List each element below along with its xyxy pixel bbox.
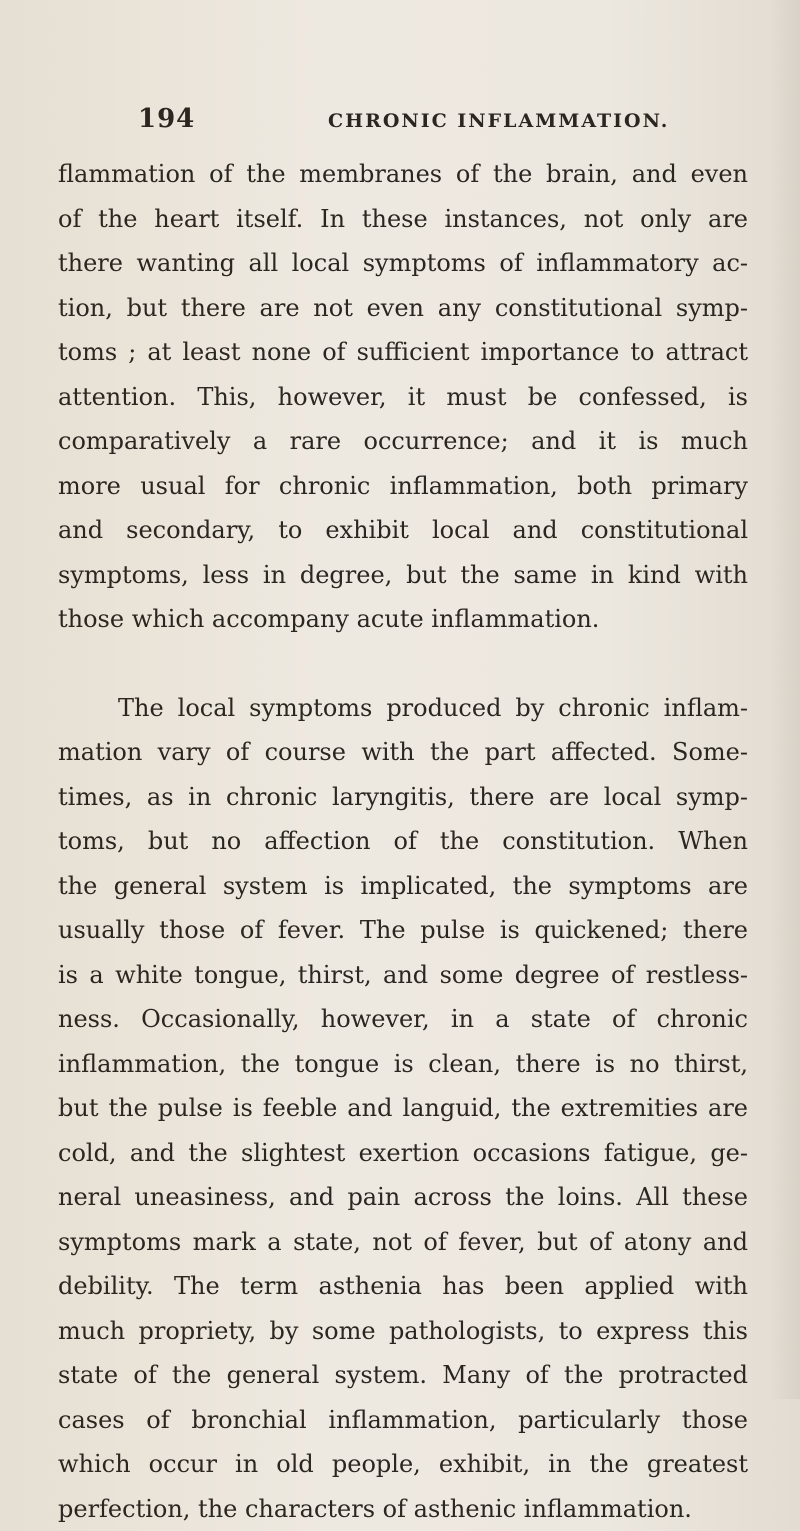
text-line: times, as in chronic laryngitis, there are local symp- xyxy=(58,775,748,820)
text-line: is a white tongue, thirst, and some degree of restless- xyxy=(58,953,748,998)
text-line: symptoms, less in degree, but the same in kind with xyxy=(58,553,748,598)
text-line: much propriety, by some pathologists, to express this xyxy=(58,1309,748,1354)
body-text xyxy=(58,152,748,1531)
text-line: neral uneasiness, and pain across the loins. All these xyxy=(58,1175,748,1220)
running-head: CHRONIC INFLAMMATION. xyxy=(328,110,669,132)
text-line: mation vary of course with the part affected. Some- xyxy=(58,730,748,775)
text-line: cold, and the slightest exertion occasions fatigue, ge- xyxy=(58,1131,748,1176)
page-header xyxy=(138,104,738,138)
text-line: which occur in old people, exhibit, in the greatest xyxy=(58,1442,748,1487)
text-line: flammation of the membranes of the brain, and even xyxy=(58,152,748,197)
text-line: but the pulse is feeble and languid, the extremities are xyxy=(58,1086,748,1131)
text-line: and secondary, to exhibit local and constitutional xyxy=(58,508,748,553)
text-line: those which accompany acute inflammation. xyxy=(58,597,748,642)
paragraph-1 xyxy=(58,152,748,642)
page-number: 194 xyxy=(138,104,195,134)
text-line: toms, but no affection of the constitution. When xyxy=(58,819,748,864)
text-line: the general system is implicated, the symptoms are xyxy=(58,864,748,909)
paragraph-2 xyxy=(58,686,748,1531)
text-line: there wanting all local symptoms of inflammatory ac- xyxy=(58,241,748,286)
text-line: attention. This, however, it must be confessed, is xyxy=(58,375,748,420)
text-line: tion, but there are not even any constitutional symp- xyxy=(58,286,748,331)
page-edge-shadow xyxy=(770,0,800,1399)
text-line: The local symptoms produced by chronic inflam- xyxy=(58,686,748,731)
text-line: usually those of fever. The pulse is quickened; there xyxy=(58,908,748,953)
text-line: cases of bronchial inflammation, particularly those xyxy=(58,1398,748,1443)
text-line: state of the general system. Many of the protracted xyxy=(58,1353,748,1398)
text-line: comparatively a rare occurrence; and it is much xyxy=(58,419,748,464)
text-line: inflammation, the tongue is clean, there is no thirst, xyxy=(58,1042,748,1087)
text-line: debility. The term asthenia has been applied with xyxy=(58,1264,748,1309)
text-line: perfection, the characters of asthenic inflammation. xyxy=(58,1487,748,1531)
text-line: more usual for chronic inflammation, both primary xyxy=(58,464,748,509)
text-line: symptoms mark a state, not of fever, but of atony and xyxy=(58,1220,748,1265)
text-line: of the heart itself. In these instances, not only are xyxy=(58,197,748,242)
text-line: ness. Occasionally, however, in a state of chronic xyxy=(58,997,748,1042)
text-line: toms ; at least none of sufficient importance to attract xyxy=(58,330,748,375)
